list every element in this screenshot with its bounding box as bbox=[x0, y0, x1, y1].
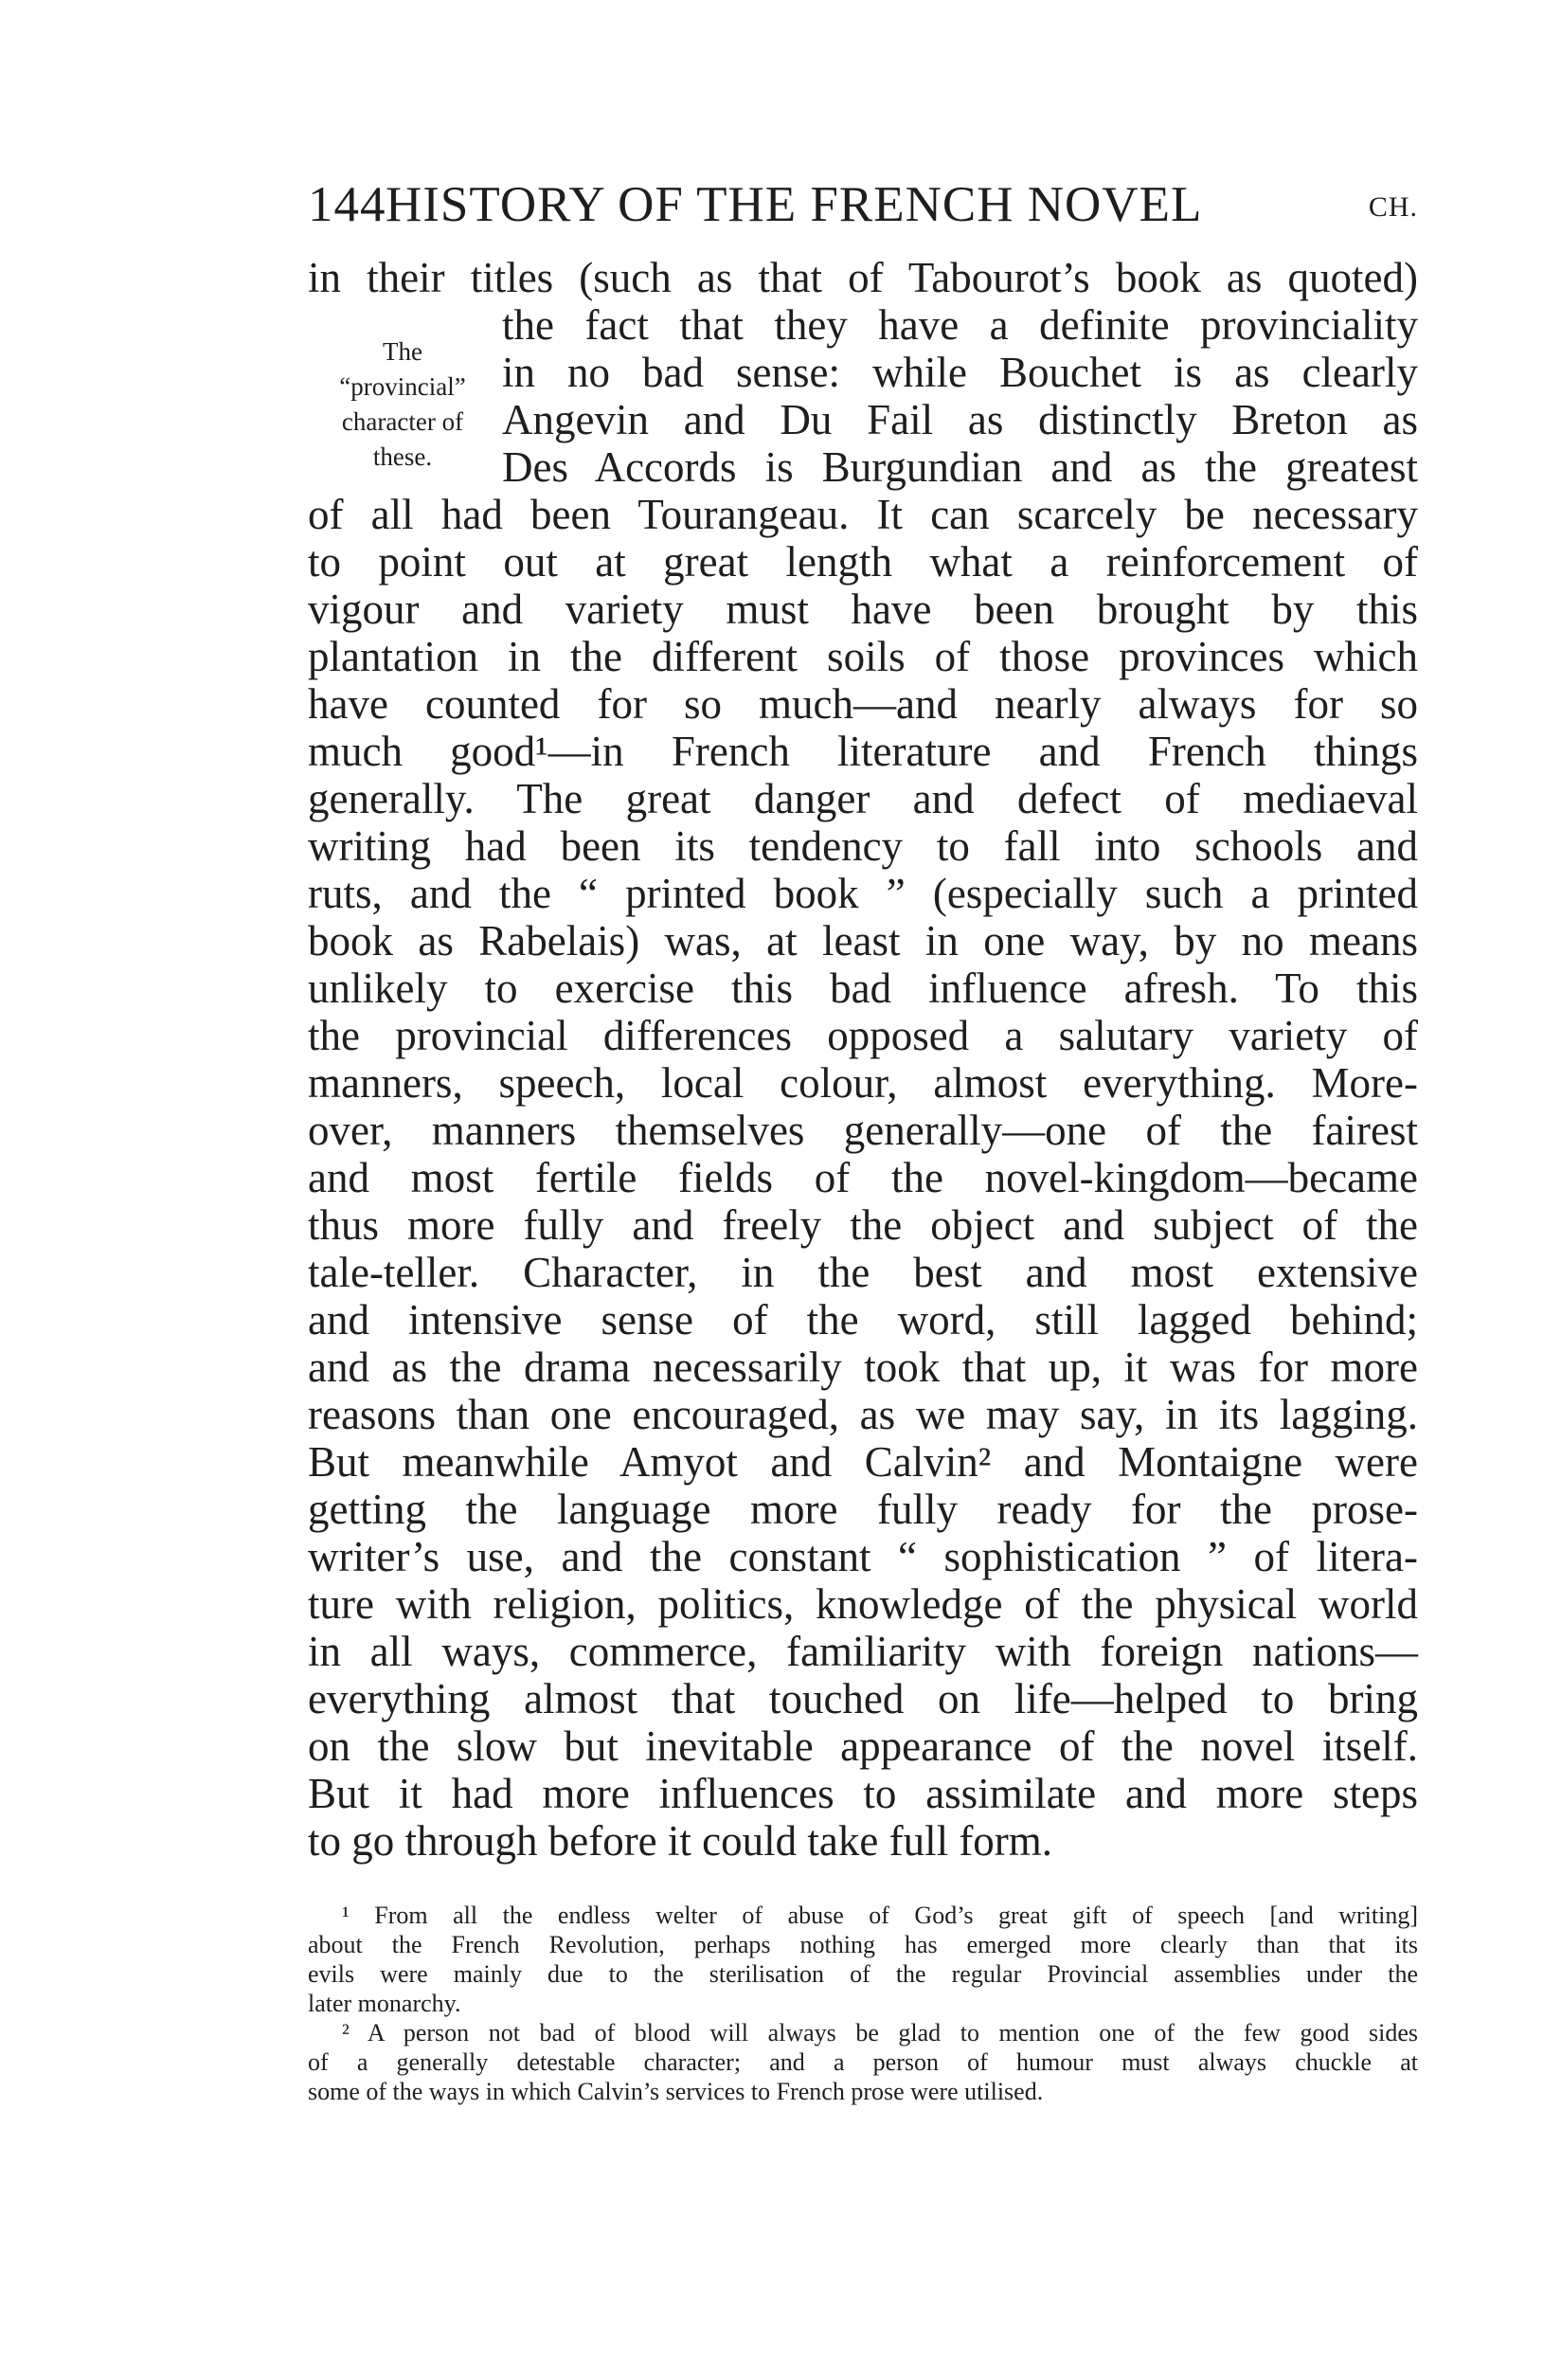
text-line: in no bad sense: while Bouchet is as clearly bbox=[502, 349, 1418, 396]
footnote-line: about the French Revolution, perhaps nothing has emerged more clearly than that its bbox=[308, 1931, 1418, 1958]
text-line: much good¹—in French literature and French things bbox=[308, 728, 1418, 775]
text-line: to go through before it could take full form. bbox=[308, 1817, 1053, 1865]
text-line: tale-teller. Character, in the best and most extensive bbox=[308, 1249, 1418, 1296]
text-line: on the slow but inevitable appearance of the novel itself. bbox=[308, 1722, 1418, 1770]
footnote-line: ¹ From all the endless welter of abuse of God’s great gift of speech [and writing] bbox=[342, 1902, 1418, 1929]
page-number: 144 bbox=[308, 177, 386, 232]
footnotes bbox=[308, 1901, 1418, 2106]
text-line: plantation in the different soils of those provinces which bbox=[308, 633, 1418, 680]
text-line: Angevin and Du Fail as distinctly Breton as bbox=[502, 396, 1418, 443]
footnote-line: evils were mainly due to the sterilisation of the regular Provincial assemblies under the bbox=[308, 1960, 1418, 1988]
text-line: book as Rabelais) was, at least in one way, by no means bbox=[308, 917, 1418, 965]
text-line: writing had been its tendency to fall into schools and bbox=[308, 822, 1418, 870]
running-title: HISTORY OF THE FRENCH NOVEL bbox=[386, 177, 1203, 232]
running-header bbox=[308, 176, 1418, 243]
text-line: reasons than one encouraged, as we may say, in its lagging. bbox=[308, 1391, 1418, 1438]
text-line: and intensive sense of the word, still lagged behind; bbox=[308, 1296, 1418, 1343]
text-line: in their titles (such as that of Tabourot’s book as quoted) bbox=[308, 254, 1418, 301]
text-line: over, manners themselves generally—one of the fairest bbox=[308, 1107, 1418, 1154]
text-line: the fact that they have a definite provinciality bbox=[502, 301, 1418, 349]
text-line: in all ways, commerce, familiarity with foreign nations— bbox=[308, 1628, 1418, 1675]
footnote-line: later monarchy. bbox=[308, 1990, 461, 2017]
text-line: But meanwhile Amyot and Calvin² and Montaigne were bbox=[308, 1438, 1418, 1486]
text-line: Des Accords is Burgundian and as the greatest bbox=[502, 443, 1418, 491]
sidenote-line: The bbox=[383, 337, 422, 366]
text-line: everything almost that touched on life—helped to bring bbox=[308, 1675, 1418, 1722]
footnote-line: ² A person not bad of blood will always be glad to mention one of the few good sides bbox=[342, 2019, 1418, 2046]
text-line: generally. The great danger and defect of mediaeval bbox=[308, 775, 1418, 822]
text-line: But it had more influences to assimilate and more steps bbox=[308, 1770, 1418, 1817]
text-line: unlikely to exercise this bad influence afresh. To this bbox=[308, 965, 1418, 1012]
footnote-line: of a generally detestable character; and a person of humour must always chuckle at bbox=[308, 2048, 1418, 2076]
text-line: and as the drama necessarily took that up, it was for more bbox=[308, 1343, 1418, 1391]
text-line: and most fertile fields of the novel-kingdom—became bbox=[308, 1154, 1418, 1201]
text-line: ruts, and the “ printed book ” (especially such a printed bbox=[308, 870, 1418, 917]
footnote-line: some of the ways in which Calvin’s services to French prose were utilised. bbox=[308, 2078, 1044, 2105]
text-line: manners, speech, local colour, almost everything. More- bbox=[308, 1059, 1418, 1107]
text-line: to point out at great length what a reinforcement of bbox=[308, 538, 1418, 586]
text-line: ture with religion, politics, knowledge of the physical world bbox=[308, 1580, 1418, 1628]
sidenote-line: character of bbox=[341, 407, 464, 436]
sidenote-line: “provincial” bbox=[339, 372, 466, 401]
body-text bbox=[308, 254, 1418, 1865]
text-line: have counted for so much—and nearly always for so bbox=[308, 680, 1418, 728]
chapter-mark: CH. bbox=[1368, 191, 1418, 223]
text-line: thus more fully and freely the object and subject of the bbox=[308, 1201, 1418, 1249]
text-line: writer’s use, and the constant “ sophistication ” of litera- bbox=[308, 1533, 1418, 1580]
sidenote-line: these. bbox=[372, 442, 433, 471]
text-line: of all had been Tourangeau. It can scarcely be necessary bbox=[308, 491, 1418, 538]
text-line: vigour and variety must have been brought by this bbox=[308, 586, 1418, 633]
text-line: the provincial differences opposed a salutary variety of bbox=[308, 1012, 1418, 1059]
text-line: getting the language more fully ready for the prose- bbox=[308, 1486, 1418, 1533]
